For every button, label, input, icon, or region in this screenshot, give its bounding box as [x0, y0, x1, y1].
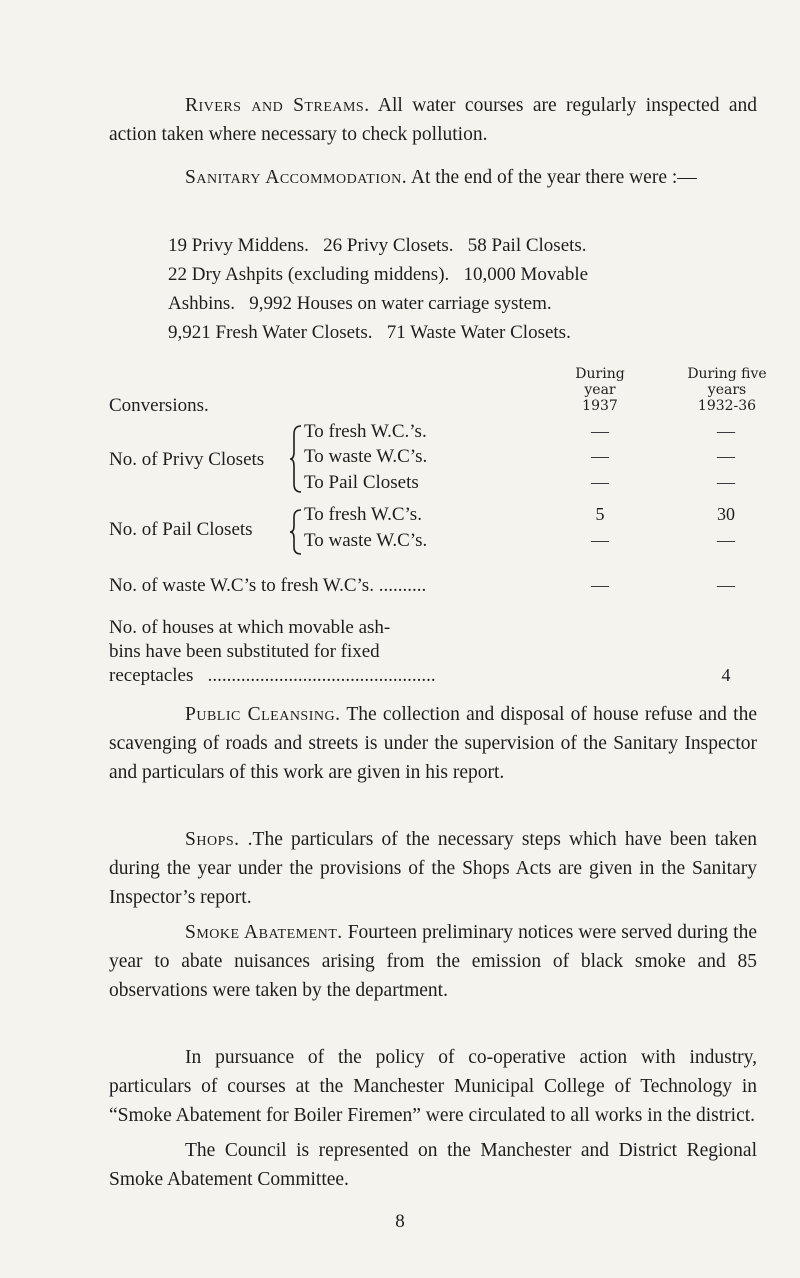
privy-brace-icon: [289, 424, 303, 494]
ashbins-line-2: bins have been substituted for fixed: [109, 641, 380, 662]
privy-row-3-label: To Pail Closets: [304, 472, 419, 493]
privy-row-2-five: —: [717, 446, 735, 466]
conversions-title: Conversions.: [109, 395, 209, 416]
council-paragraph: The Council is represented on the Manchester and District Regional Smoke Abatement Committee.: [109, 1140, 757, 1190]
sanitary-heading: Sanitary Accommodation.: [185, 167, 408, 188]
waste-to-fresh-label: No. of waste W.C’s to fresh W.C’s. ..........: [109, 575, 427, 596]
pail-row-1-five: 30: [717, 504, 735, 524]
smoke-paragraph: [109, 918, 757, 1005]
pail-row-2-label: To waste W.C’s.: [304, 530, 428, 551]
pail-closets-label: No. of Pail Closets: [109, 519, 253, 540]
privy-row-1-label: To fresh W.C.’s.: [304, 421, 427, 442]
waste-to-fresh-five: —: [717, 575, 735, 595]
privy-row-2-year: —: [591, 446, 609, 466]
pail-row-2-five: —: [717, 530, 735, 550]
sanitary-text: At the end of the year there were :—: [407, 167, 697, 188]
shops-heading: Shops.: [185, 829, 240, 850]
rivers-heading: Rivers and Streams.: [185, 95, 370, 116]
shops-paragraph: [109, 825, 757, 912]
ashbins-line-3: receptacles ................................................: [109, 665, 436, 686]
public-cleansing-paragraph: [109, 700, 757, 787]
cooperative-paragraph: In pursuance of the policy of co-operative action with industry, particulars of courses at the Manchester Municipal College of Technology in “Smoke Abatement for Boiler Firemen” were circulated to all works in the district.: [109, 1047, 757, 1126]
accommodation-line-1: 19 Privy Middens. 26 Privy Closets. 58 Pail Closets.: [168, 235, 587, 256]
privy-closets-label: No. of Privy Closets: [109, 449, 265, 470]
public-cleansing-heading: Public Cleansing.: [185, 704, 341, 725]
ashbins-line-1: No. of houses at which movable ash-: [109, 617, 391, 638]
pail-row-1-year: 5: [595, 504, 605, 524]
col-header-year-l1: During: [575, 366, 625, 382]
privy-row-3-year: —: [591, 472, 609, 492]
smoke-text: Fourteen preliminary notices were served during the year to abate nuisances arising from the emission of black smoke and 85 observations were taken by the department.: [109, 922, 758, 1001]
accommodation-line-4: 9,921 Fresh Water Closets. 71 Waste Water Closets.: [168, 322, 571, 343]
pail-row-2-year: —: [591, 530, 609, 550]
col-header-five-l3: 1932-36: [697, 398, 757, 414]
col-header-five: [672, 366, 782, 414]
privy-row-3-five: —: [717, 472, 735, 492]
col-header-five-l1: During five: [687, 366, 767, 382]
pail-brace-icon: [289, 508, 303, 556]
col-header-five-l2: years: [707, 382, 747, 398]
smoke-heading: Smoke Abatement.: [185, 922, 343, 943]
privy-row-2-label: To waste W.C’s.: [304, 446, 428, 467]
sanitary-paragraph: [109, 163, 757, 192]
privy-row-1-year: —: [591, 421, 609, 441]
col-header-year-l3: 1937: [582, 398, 618, 414]
accommodation-line-2: 22 Dry Ashpits (excluding middens). 10,000 Movable: [168, 264, 589, 285]
rivers-paragraph: [109, 91, 757, 149]
shops-text: .The particulars of the necessary steps which have been taken during the year under the provisions of the Shops Acts are given in the Sanitary Inspector’s report.: [109, 829, 757, 908]
col-header-year: [560, 366, 640, 414]
pail-row-1-label: To fresh W.C’s.: [304, 504, 422, 525]
col-header-year-l2: year: [584, 382, 616, 398]
ashbins-value: 4: [721, 665, 731, 685]
waste-to-fresh-year: —: [591, 575, 609, 595]
privy-row-1-five: —: [717, 421, 735, 441]
accommodation-line-3: Ashbins. 9,992 Houses on water carriage system.: [168, 293, 552, 314]
rivers-text: All water courses are regularly inspected and action taken where necessary to check pollution.: [109, 95, 757, 145]
public-cleansing-text: The collection and disposal of house refuse and the scavenging of roads and streets is under the supervision of the Sanitary Inspector and particulars of this work are given in his report.: [109, 704, 757, 783]
page-number: 8: [395, 1211, 405, 1232]
